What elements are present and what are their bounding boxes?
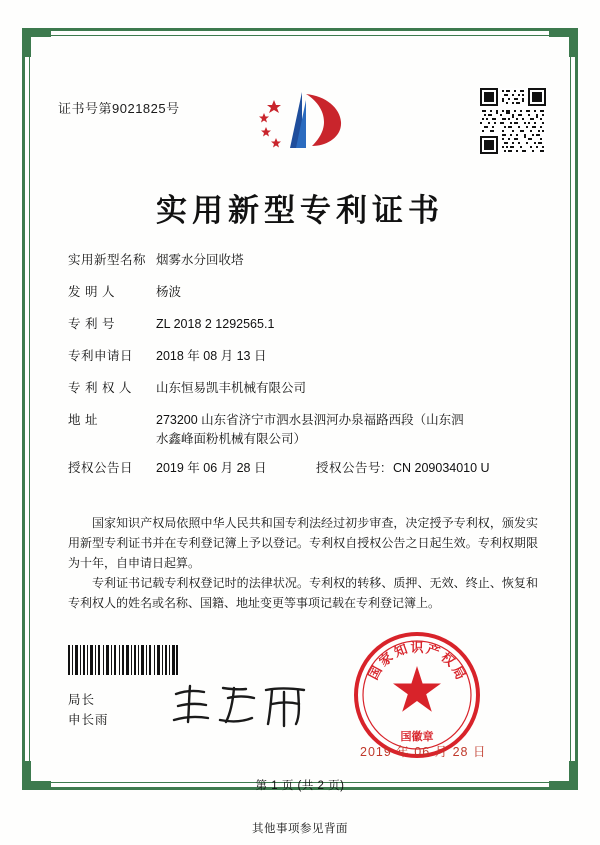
field-label: 专 利 权 人 xyxy=(68,381,132,395)
field-row-patent-number xyxy=(68,316,538,333)
cnipa-logo-icon xyxy=(244,86,354,156)
field-value: 烟雾水分回收塔 xyxy=(156,253,244,267)
svg-text:知: 知 xyxy=(392,642,410,661)
field-value-grant-date: 2019 年 06 月 28 日 xyxy=(156,461,267,475)
page-number: 第 1 页 (共 2 页) xyxy=(255,780,345,792)
svg-text:产: 产 xyxy=(424,642,442,661)
seal-date: 2019 年 06 月 28 日 xyxy=(360,745,487,759)
field-label: 专利申请日 xyxy=(68,349,134,363)
field-value: 杨波 xyxy=(156,285,182,299)
field-row-utility-model-name xyxy=(68,252,538,269)
svg-text:国: 国 xyxy=(366,663,386,683)
svg-text:权: 权 xyxy=(437,649,458,670)
svg-text:局: 局 xyxy=(448,663,468,683)
field-row-inventor xyxy=(68,284,538,301)
field-label: 实用新型名称 xyxy=(68,253,147,267)
barcode-icon xyxy=(68,645,178,675)
commissioner-title-line1: 局长 xyxy=(68,693,96,707)
commissioner-title xyxy=(68,690,109,730)
corner-ornament-top-right xyxy=(549,31,575,57)
field-value: 273200 山东省济宁市泗水县泗河办泉福路西段（山东泗 xyxy=(156,413,464,427)
field-value-publication-number: CN 209034010 U xyxy=(392,461,490,475)
field-label: 专 利 号 xyxy=(68,317,115,331)
field-value: ZL 2018 2 1292565.1 xyxy=(156,317,275,331)
field-row-grant-publication xyxy=(68,460,538,477)
legal-paragraph-1: 国家知识产权局依照中华人民共和国专利法经过初步审查，决定授予专利权，颁发实用新型专利证书并在专利登记簿上予以登记。专利权自授权公告之日起生效。专利权期限为十年，自申请日起算。 xyxy=(68,516,538,570)
qr-code-icon xyxy=(480,88,546,154)
field-row-address xyxy=(68,412,538,448)
certificate-number: 证书号第9021825号 xyxy=(58,101,180,116)
footer-note: 其他事项参见背面 xyxy=(252,823,348,835)
field-label: 发 明 人 xyxy=(68,285,115,299)
certificate-fields xyxy=(68,252,538,492)
field-label-grant-date: 授权公告日 xyxy=(68,461,134,475)
field-value: 2018 年 08 月 13 日 xyxy=(156,349,267,363)
field-value: 山东恒易凯丰机械有限公司 xyxy=(156,381,307,395)
svg-text:国徽章: 国徽章 xyxy=(400,730,434,743)
page-title: 实用新型专利证书 xyxy=(156,193,444,229)
field-row-patentee xyxy=(68,380,538,397)
corner-ornament-top-left xyxy=(25,31,51,57)
field-label: 地 址 xyxy=(68,413,98,427)
commissioner-name: 申长雨 xyxy=(68,713,109,727)
svg-text:识: 识 xyxy=(410,641,424,656)
legal-paragraph-2: 专利证书记载专利权登记时的法律状况。专利权的转移、质押、无效、终止、恢复和专利权人的姓名或名称、国籍、地址变更等事项记载在专利登记簿上。 xyxy=(68,576,538,610)
field-label-publication-number: 授权公告号: xyxy=(316,461,385,475)
handwritten-signature xyxy=(168,680,318,730)
official-red-seal xyxy=(352,630,482,760)
field-value-address-line2: 水鑫峰面粉机械有限公司） xyxy=(156,432,307,446)
field-row-application-date xyxy=(68,348,538,365)
svg-text:家: 家 xyxy=(376,649,397,670)
